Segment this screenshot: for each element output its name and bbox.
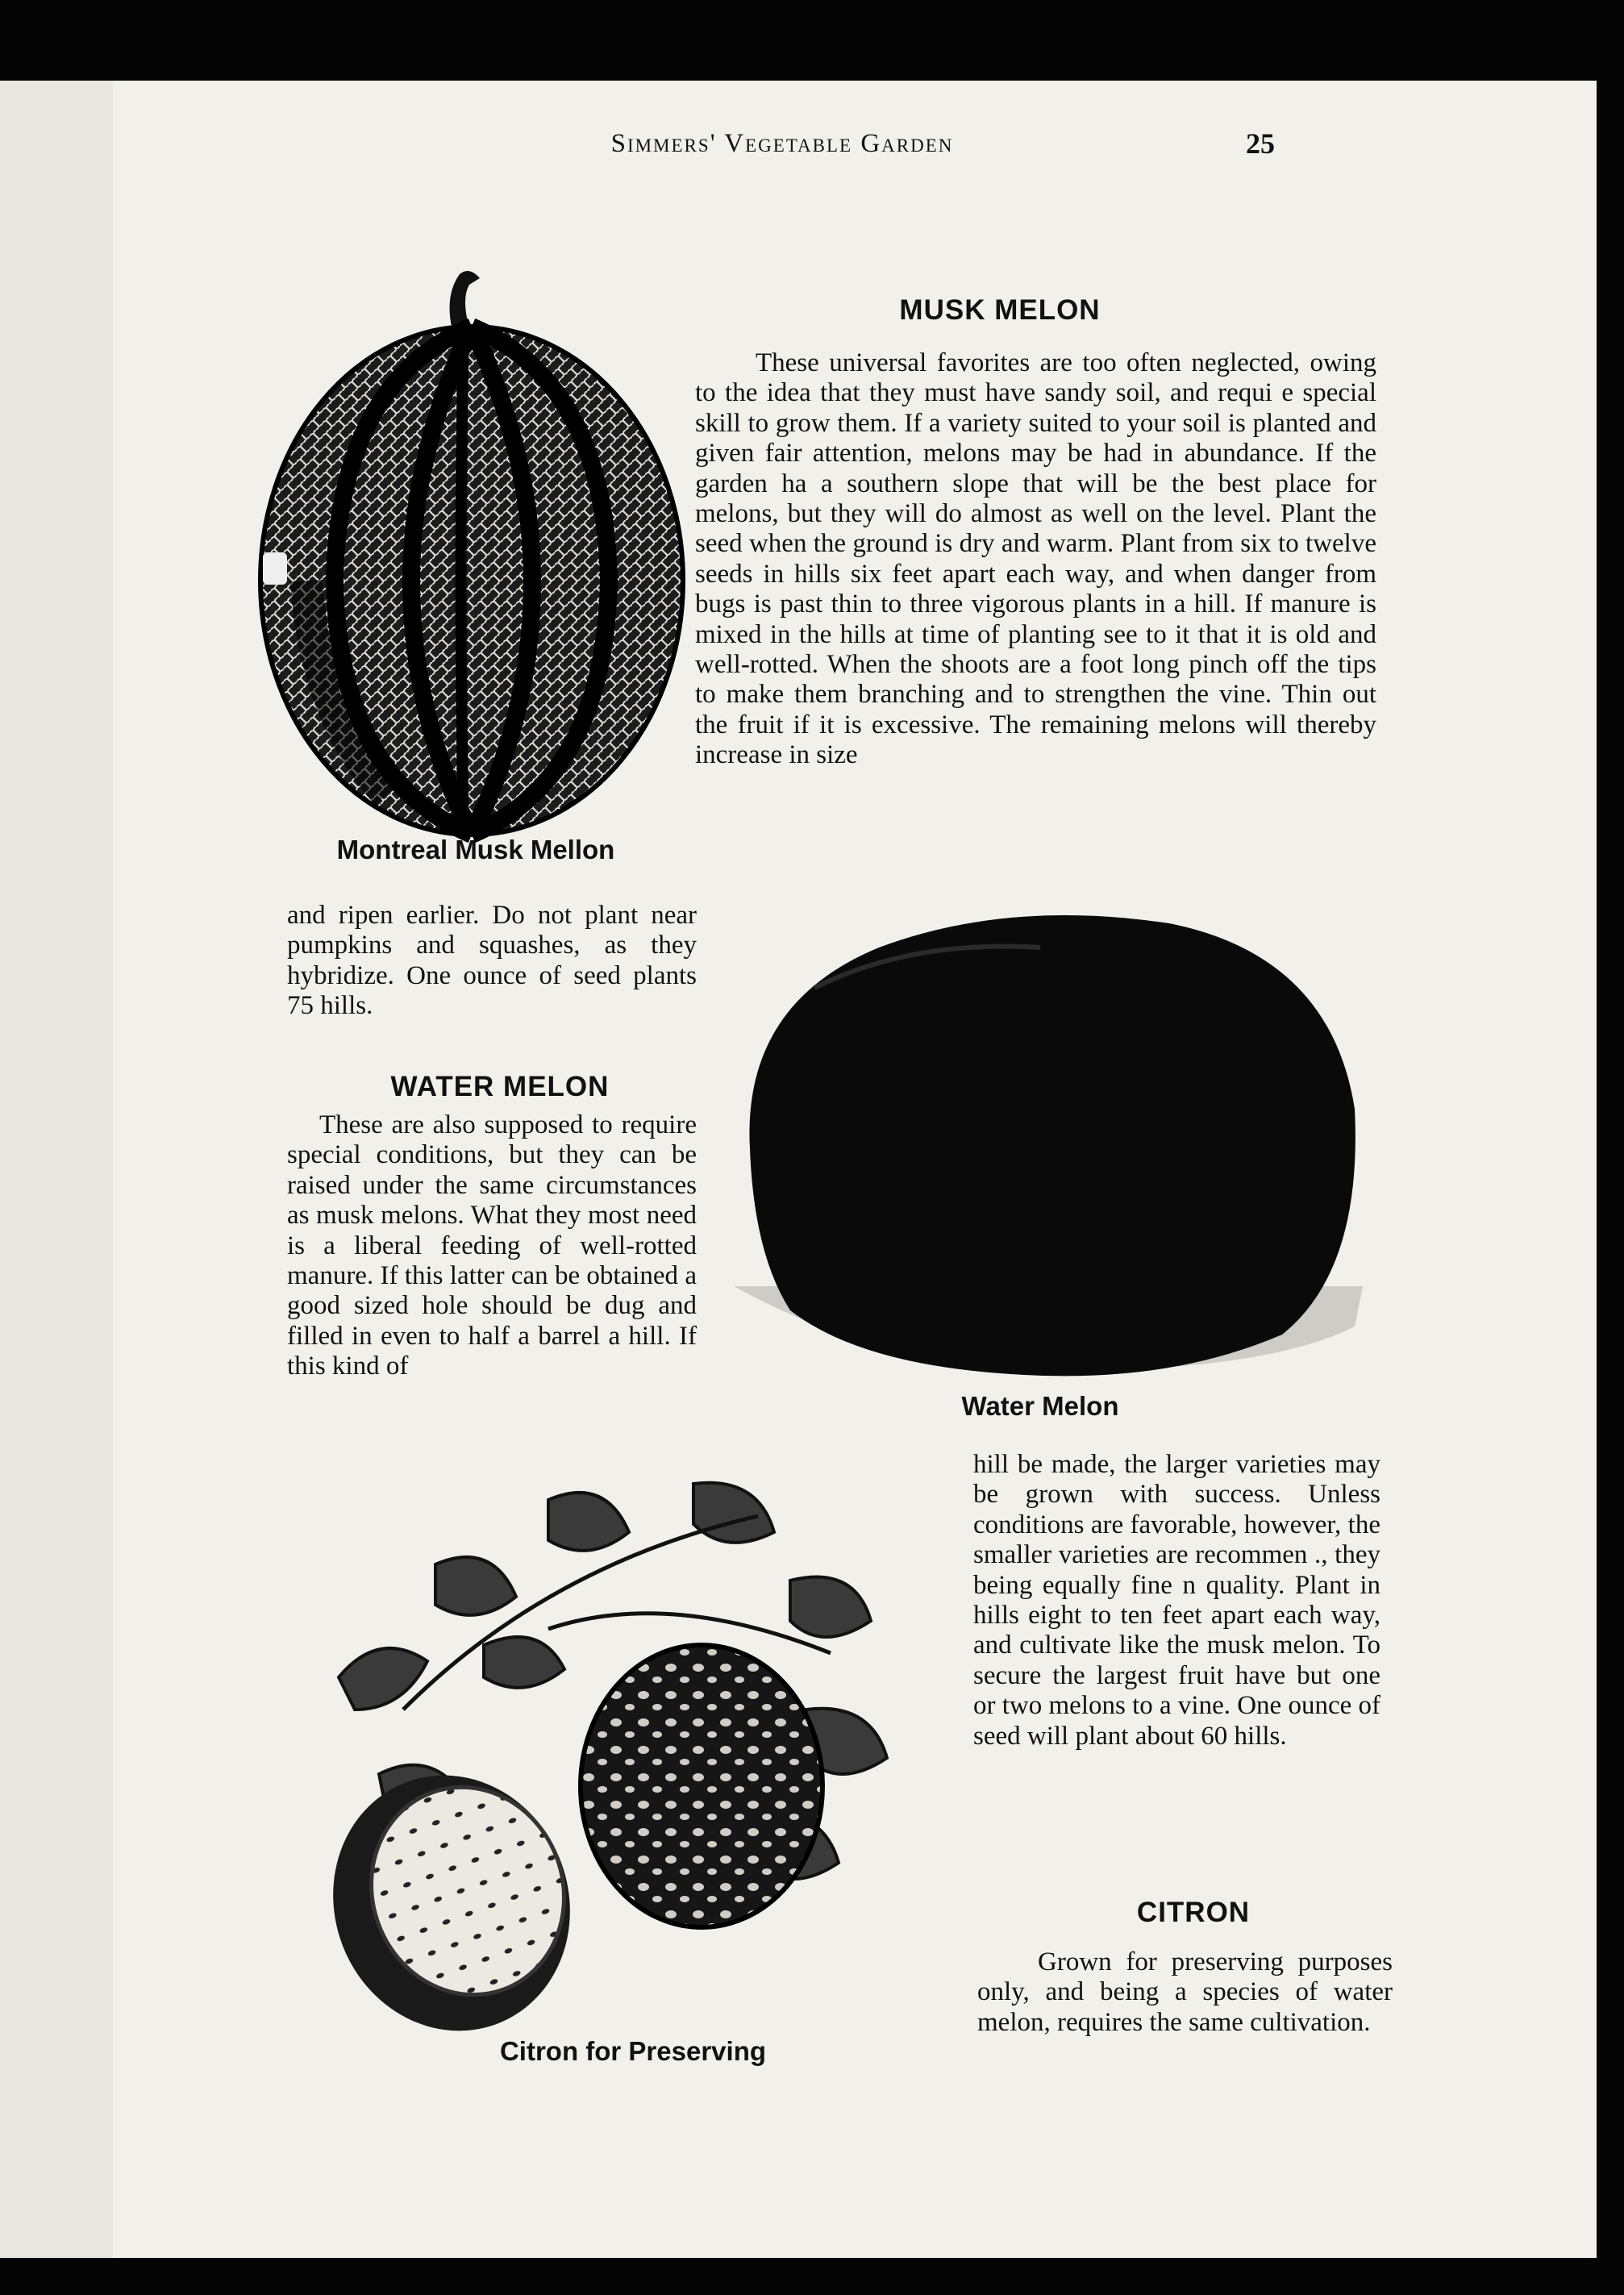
water-melon-text-left: These are also supposed to require special conditions, but they can be raised under the same circumstances as musk melons. What they most need is a liberal feeding of well-rotted manure. If this latter can be obtained a good sized hole should be dug and filled in even to half a barrel a hill. If this kind of [287, 1110, 697, 1381]
citron-paragraph [977, 1947, 1393, 2038]
musk-melon-paragraph [695, 348, 1376, 771]
musk-melon-caption: Montreal Musk Mellon [336, 835, 615, 864]
facing-page-edge [0, 81, 118, 2258]
musk-melon-text-continued: and ripen earlier. Do not plant near pumpkins and squashes, as they hybridize. One ounce of seed plants 75 hills. [287, 901, 697, 1021]
water-melon-heading: WATER MELON [390, 1071, 610, 1102]
water-melon-text-right: hill be made, the larger varieties may be grown with success. Unless conditions are favorable, however, the smaller varieties are recommen ., they being equally fine n quality. Plant in hills eight to ten feet apart each way, and cultivate like the musk melon. To secure the largest fruit have but one or two melons to a vine. One ounce of seed will plant about 60 hills. [973, 1450, 1380, 1751]
musk-melon-illustration [258, 262, 693, 843]
water-melon-paragraph-right [973, 1450, 1380, 1751]
citron-text: Grown for preserving purposes only, and being a species of water melon, requires the same cultivation. [977, 1947, 1393, 2037]
citron-illustration [306, 1468, 976, 2032]
water-melon-paragraph-left [287, 1110, 697, 1382]
citron-heading: CITRON [1136, 1897, 1251, 1928]
musk-melon-text-top: These universal favorites are too often neglected, owing to the idea that they must have sandy soil, and requi e special skill to grow them. If a variety suited to your soil is planted and given fair attention, melons may be had in abundance. If the garden ha a southern slope that will be the best place for melons, but they will do almost as well on the level. Plant the seed when the ground is dry and warm. Plant from six to twelve seeds in hills six feet apart each way, and when danger from bugs is past thin to three vigorous plants in a hill. If manure is mixed in the hills at time of planting see to it that it is old and well-rotted. When the shoots are a foot long pinch off the tips to make them branching and to strengthen the vine. Thin out the fruit if it is excessive. The remaining melons will thereby increase in size [695, 348, 1376, 770]
citron-caption: Citron for Preserving [499, 2036, 767, 2066]
page-number: 25 [1246, 127, 1275, 160]
water-melon-illustration [718, 907, 1379, 1391]
musk-melon-heading: MUSK MELON [899, 294, 1101, 326]
musk-melon-continued [287, 901, 697, 1022]
water-melon-caption: Water Melon [961, 1391, 1119, 1421]
running-title: Simmers' Vegetable Garden [610, 129, 954, 158]
